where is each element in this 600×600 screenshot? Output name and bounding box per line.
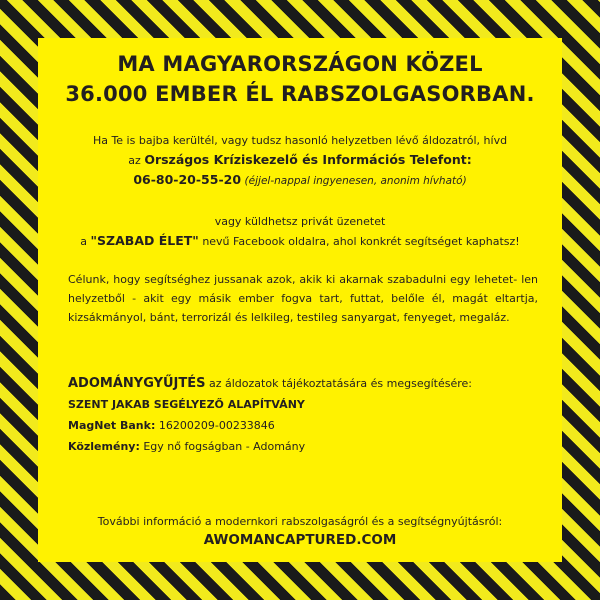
helpline-intro — [38, 131, 562, 191]
mission-statement: Célunk, hogy segítséghez jussanak azok, akik ki akarnak szabadulni egy lehetet- len helyzetből - akit egy másik ember fogva tart, futtat, belőle él, magát eltartja, kizsákmányol, bánt, terrorizál és lelkileg, testileg sanyargat, fenyeget, megaláz. — [68, 273, 538, 324]
headline — [38, 49, 562, 109]
footer-info — [38, 512, 562, 550]
donation-info — [68, 373, 538, 457]
footer-info-text: További információ a modernkori rabszolgaságról és a segítségnyújtásról: — [97, 515, 503, 528]
facebook-message-info — [38, 212, 562, 251]
memo-label: Közlemény: — [68, 440, 140, 453]
helpline-phone-note: (éjjel-nappal ingyenesen, anonim hívható) — [244, 175, 467, 187]
message-line-1: vagy küldhetsz privát üzenetet — [214, 215, 386, 228]
donation-heading — [68, 373, 538, 394]
message-line-2 — [38, 231, 562, 251]
bank-account-row — [68, 415, 538, 436]
headline-line-2: 36.000 EMBER ÉL RABSZOLGASORBAN. — [65, 82, 535, 106]
yellow-content-panel — [38, 38, 562, 562]
foundation-name — [68, 394, 538, 415]
memo-value: Egy nő fogságban - Adomány — [143, 440, 306, 453]
donation-lead: ADOMÁNYGYŰJTÉS — [68, 376, 206, 391]
intro-prefix: az — [128, 154, 141, 167]
bank-label: MagNet Bank: — [68, 419, 156, 432]
facebook-page-name[interactable]: "SZABAD ÉLET" — [90, 233, 199, 248]
headline-line-1: MA MAGYARORSZÁGON KÖZEL — [117, 52, 483, 76]
intro-line-3 — [38, 170, 562, 191]
message-suffix: nevű Facebook oldalra, ahol konkrét segítséget kaphatsz! — [202, 235, 520, 248]
helpline-phone-number[interactable]: 06-80-20-55-20 — [133, 172, 242, 187]
foundation-name-text: SZENT JAKAB SEGÉLYEZŐ ALAPÍTVÁNY — [68, 398, 305, 411]
bank-account-number: 16200209-00233846 — [158, 419, 275, 432]
memo-row — [68, 436, 538, 457]
helpline-service-name: Országos Kríziskezelő és Információs Telefont: — [144, 152, 472, 167]
donation-lead-suffix: az áldozatok tájékoztatására és megsegítésére: — [209, 377, 472, 390]
message-prefix: a — [80, 235, 88, 248]
website-link[interactable]: AWOMANCAPTURED.COM — [203, 532, 397, 548]
intro-line-1: Ha Te is bajba kerültél, vagy tudsz hasonló helyzetben lévő áldozatról, hívd — [92, 134, 508, 147]
intro-line-2 — [38, 150, 562, 170]
